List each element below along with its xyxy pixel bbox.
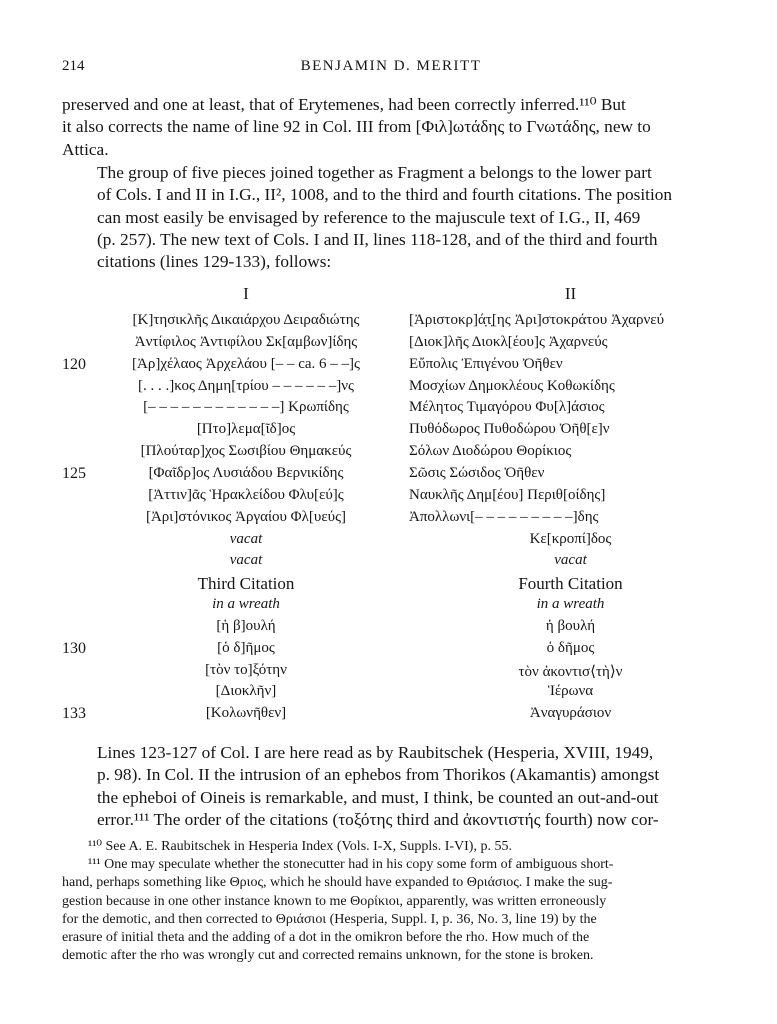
col1-entry: [. . . .]κος Δημη[τρίου – – – – – –]νς <box>138 377 354 394</box>
inscription-line <box>62 662 732 684</box>
col1-entry: Third Citation <box>197 574 295 594</box>
col2-entry: [Ἀριστοκρ]ά̣τ̣[ης Ἀρι]στοκράτου Ἀχαρνεύ <box>409 312 664 328</box>
col1-entry: [Πλούταρ]χος Σωσιβίου Θημακεύς <box>140 443 352 460</box>
inscription-line <box>62 378 732 400</box>
col1-entry: [Φαῖδρ]ος Λυσιάδου Βερνικίδης <box>148 464 344 481</box>
column-heading-2: II <box>564 284 577 303</box>
col2-entry: Ἀναγυράσιον <box>529 705 612 722</box>
inscription-line <box>62 334 732 356</box>
text-line: Lines 123-127 of Col. I are here read as by Raubitschek (Hesperia, XVIII, 1949, <box>97 743 654 762</box>
col2-entry: Ἀπολλωνι[– – – – – – – – –]δης <box>409 508 599 525</box>
col2-entry: in a wreath <box>536 596 605 613</box>
inscription-line <box>62 640 732 662</box>
footnote-line: hand, perhaps something like Θριος, which he should have expanded to Θριάσιος. I make the sug- <box>62 875 613 891</box>
col2-entry: Εὔπολις Ἐπιγένου Ὀῆθεν <box>409 355 563 372</box>
col2-entry: Σόλων Διοδώρου Θορίκιος <box>409 443 572 460</box>
inscription-text <box>62 284 732 723</box>
inscription-line <box>62 399 732 421</box>
inscription-line <box>62 531 732 553</box>
text-line: the epheboi of Oineis is remarkable, and must, I think, be counted an out-and-out <box>97 787 659 807</box>
running-head: BENJAMIN D. MERITT <box>300 58 482 74</box>
footnotes <box>62 838 720 965</box>
inscription-line <box>62 509 732 531</box>
inscription-line <box>62 356 732 378</box>
text-line: citations (lines 129-133), follows: <box>97 252 332 272</box>
inscription-line <box>62 421 732 443</box>
col1-entry: [Ἀττιν]ᾶς Ἡρακλείδου Φλυ[εύ]ς <box>148 486 344 503</box>
inscription-line <box>62 683 732 705</box>
inscription-line <box>62 443 732 465</box>
text-line: preserved and one at least, that of Erytemenes, had been correctly inferred.¹¹⁰ But <box>62 95 626 114</box>
col1-entry: [Ἀρι]στόνικος Ἀργαίου Φλ[υεύς] <box>145 508 347 525</box>
text-line: can most easily be envisaged by reference to the majuscule text of I.G., II, 469 <box>97 207 641 227</box>
col1-entry: [Κ]τησικλῆς Δικαιάρχου Δειραδιώτης <box>132 312 360 328</box>
footnote-line: demotic after the rho was wrongly cut and corrected remains unknown, for the stone is broken. <box>62 948 594 964</box>
col1-entry: in a wreath <box>212 596 280 613</box>
inscription-line <box>62 574 732 596</box>
col1-entry: [ἡ β]ουλή <box>216 617 276 634</box>
page-number: 214 <box>62 58 85 74</box>
col1-entry: [Κολωνῆθεν] <box>205 705 287 722</box>
col2-entry: τὸν ἀκοντισ⟨τὴ⟩ν <box>518 663 623 680</box>
text-line: of Cols. I and II in I.G., II², 1008, and to the third and fourth citations. The position <box>97 185 673 205</box>
col2-entry: [Διοκ]λῆς Διοκλ[έου]ς Ἀχαρνεύς <box>409 333 608 350</box>
col2-entry: vacat <box>554 552 587 569</box>
col2-entry: Μέλητος Τιμαγόρου Φυ[λ]άσιος <box>409 399 605 416</box>
inscription-line <box>62 552 732 574</box>
col1-entry: Ἀντίφιλος Ἀντιφίλου Σκ[αμβων]ίδης <box>134 333 358 350</box>
col2-entry: Σῶσις Σώσιδος Ὀῆθεν <box>409 464 545 481</box>
inscription-line <box>62 487 732 509</box>
col2-entry: Ἱέρωνα <box>547 683 594 700</box>
col2-entry: Κε[κροπί]δος <box>529 530 612 547</box>
line-number: 133 <box>62 705 86 723</box>
col2-entry: Πυθόδωρος Πυθοδώρου Ὀῆθ[ε]ν <box>409 421 610 438</box>
col1-entry: [– – – – – – – – – – – –] Κρωπίδης <box>143 399 349 416</box>
text-line: error.¹¹¹ The order of the citations (τοξότης third and ἀκοντιστής fourth) now cor- <box>97 809 659 829</box>
col2-entry: Ναυκλῆς Δημ[έου] Περιθ[οίδης] <box>409 486 606 503</box>
col2-entry: ἡ βουλή <box>545 617 596 634</box>
footnote-110: ¹¹⁰ See A. E. Raubitschek in Hesperia Index (Vols. I-X, Suppls. I-VI), p. 55. <box>88 839 512 854</box>
inscription-line <box>62 618 732 640</box>
inscription-line <box>62 312 732 334</box>
line-number: 125 <box>62 464 86 482</box>
col1-entry: [τὸν το]ξότην <box>205 661 287 678</box>
footnote-111: ¹¹¹ One may speculate whether the stonecutter had in his copy some form of ambiguous short- <box>88 857 614 873</box>
footnote-line: gestion because in one other instance known to me Θορίκιοι, apparently, was written erroneously <box>62 893 607 909</box>
text-line: The group of five pieces joined together as Fragment a belongs to the lower part <box>97 163 652 182</box>
paragraph-3 <box>62 742 720 831</box>
col1-entry: [Πτο]λεμα[ῖδ]ος <box>196 421 296 438</box>
text-line: p. 98). In Col. II the intrusion of an ephebos from Thorikos (Akamantis) amongst <box>97 765 660 785</box>
col2-entry: ὁ δῆμος <box>546 639 595 656</box>
col2-entry: Fourth Citation <box>518 574 623 594</box>
col1-entry: [Ἀρ]χέλαος Ἀρχελάου [– – ca. 6 – –]ς <box>132 355 360 372</box>
column-heading-1: I <box>243 284 249 303</box>
col1-entry: [ὁ δ]ῆμος <box>217 639 275 656</box>
page-header <box>62 58 720 80</box>
paragraph-1 <box>62 94 720 161</box>
text-line: it also corrects the name of line 92 in Col. III from [Φιλ]ωτάδης to Γνωτάδης, new to <box>62 117 651 137</box>
paragraph-2 <box>62 162 720 273</box>
footnote-line: erasure of initial theta and the adding of a dot in the omikron before the rho. How much of the <box>62 930 590 946</box>
text-line: Attica. <box>62 139 109 159</box>
inscription-line <box>62 465 732 487</box>
col1-entry: vacat <box>229 552 263 569</box>
col1-entry: vacat <box>229 530 263 547</box>
footnote-line: for the demotic, and then corrected to Θριάσιοι (Hesperia, Suppl. I, p. 36, No. 3, line 19) by the <box>62 911 597 927</box>
text-line: (p. 257). The new text of Cols. I and II, lines 118-128, and of the third and fourth <box>97 229 658 249</box>
column-headings <box>62 284 732 306</box>
line-number: 120 <box>62 355 86 373</box>
inscription-line <box>62 596 732 618</box>
line-number: 130 <box>62 639 86 657</box>
col1-entry: [Διοκλῆν] <box>215 683 277 700</box>
inscription-line <box>62 705 732 727</box>
col2-entry: Μοσχίων Δημοκλέους Κοθωκίδης <box>409 377 615 394</box>
